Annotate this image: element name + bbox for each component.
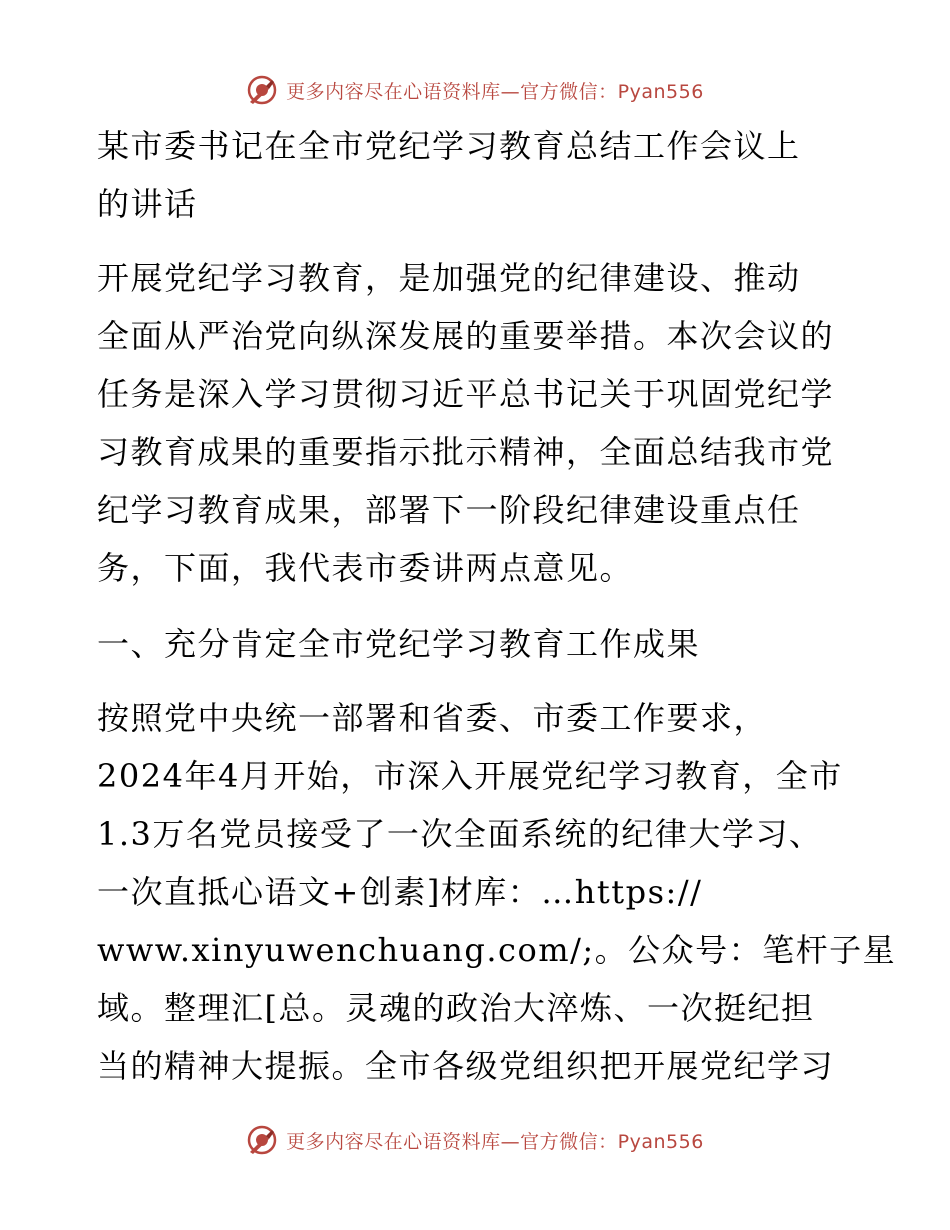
- paragraph-line: www.xinyuwenchuang.com/;。公众号：笔杆子星: [97, 931, 897, 969]
- pen-logo-icon: [246, 74, 278, 106]
- document-title-line-1: 某市委书记在全市党纪学习教育总结工作会议上: [97, 127, 801, 165]
- paragraph-line: 开展党纪学习教育，是加强党的纪律建设、推动: [97, 259, 801, 297]
- paragraph-line: 按照党中央统一部署和省委、市委工作要求，: [97, 699, 768, 737]
- paragraph-line: 习教育成果的重要指示批示精神，全面总结我市党: [97, 433, 835, 471]
- paragraph-line: 务，下面，我代表市委讲两点意见。: [97, 549, 634, 587]
- watermark-header: [0, 70, 950, 110]
- paragraph-line: 当的精神大提振。全市各级党组织把开展党纪学习: [97, 1047, 835, 1085]
- paragraph-line: 一次直抵心语文+创素]材库：…https://: [97, 873, 703, 911]
- paragraph-line: 全面从严治党向纵深发展的重要举措。本次会议的: [97, 317, 835, 355]
- pen-logo-icon: [246, 1124, 278, 1156]
- section-heading: 一、充分肯定全市党纪学习教育工作成果: [97, 625, 701, 663]
- paragraph-line: 1.3万名党员接受了一次全面系统的纪律大学习、: [97, 815, 823, 853]
- watermark-text: 更多内容尽在心语资料库—官方微信：Pyan556: [286, 1130, 704, 1153]
- document-title-line-2: 的讲话: [97, 185, 198, 223]
- watermark-text: 更多内容尽在心语资料库—官方微信：Pyan556: [286, 80, 704, 103]
- watermark-footer: [0, 1120, 950, 1160]
- paragraph-line: 域。整理汇[总。灵魂的政治大淬炼、一次挺纪担: [97, 989, 815, 1027]
- paragraph-line: 纪学习教育成果，部署下一阶段纪律建设重点任: [97, 491, 801, 529]
- paragraph-line: 任务是深入学习贯彻习近平总书记关于巩固党纪学: [97, 375, 835, 413]
- paragraph-line: 2024年4月开始，市深入开展党纪学习教育，全市: [97, 757, 843, 795]
